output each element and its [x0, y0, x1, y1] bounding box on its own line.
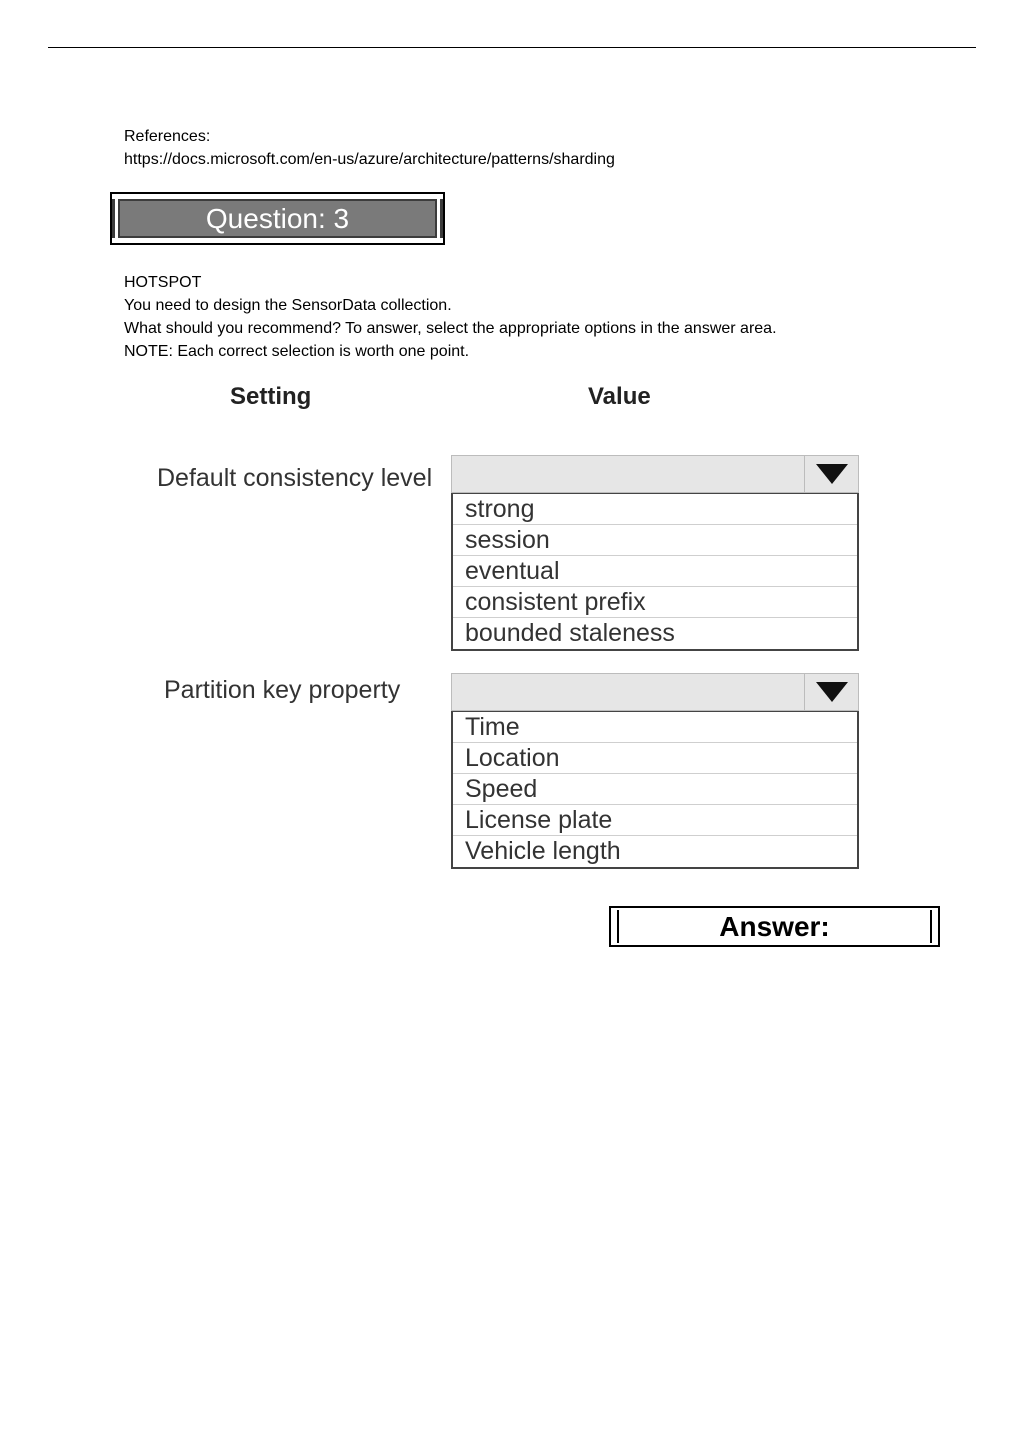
answer-label-box — [609, 906, 940, 947]
prompt-line-1: You need to design the SensorData collection. — [124, 297, 452, 314]
option-time[interactable]: Time — [453, 712, 857, 743]
question-type: HOTSPOT — [124, 274, 202, 291]
setting-label-partition-key: Partition key property — [164, 676, 401, 704]
hotspot-answer-area — [150, 375, 870, 885]
setting-label-consistency: Default consistency level — [157, 464, 433, 492]
header-rule — [48, 47, 976, 48]
option-location[interactable]: Location — [453, 743, 857, 774]
references-link[interactable]: https://docs.microsoft.com/en-us/azure/architecture/patterns/sharding — [124, 151, 615, 168]
dropdown-selected-value[interactable] — [451, 673, 859, 711]
value-column-header: Value — [588, 383, 651, 410]
consistency-level-dropdown[interactable] — [451, 455, 859, 651]
option-eventual[interactable]: eventual — [453, 556, 857, 587]
option-vehicle-length[interactable]: Vehicle length — [465, 837, 621, 865]
triangle-down-icon[interactable] — [804, 674, 858, 710]
dropdown-selected-value[interactable] — [451, 455, 859, 493]
setting-column-header: Setting — [230, 383, 312, 410]
option-strong[interactable]: strong — [453, 494, 857, 525]
references-label: References: — [124, 128, 211, 145]
option-session[interactable]: session — [453, 525, 857, 556]
triangle-down-icon[interactable] — [804, 456, 858, 492]
option-license-plate[interactable]: License plate — [453, 805, 857, 836]
question-banner — [110, 192, 445, 245]
answer-label: Answer: — [719, 910, 830, 942]
references-block — [124, 125, 615, 171]
question-prompt — [124, 271, 777, 363]
prompt-line-2: What should you recommend? To answer, select the appropriate options in the answer area. — [124, 320, 777, 337]
option-bounded-staleness[interactable]: bounded staleness — [465, 619, 675, 647]
option-speed[interactable]: Speed — [453, 774, 857, 805]
question-title: Question: 3 — [118, 199, 437, 238]
dropdown-options — [451, 711, 859, 869]
option-consistent-prefix[interactable]: consistent prefix — [453, 587, 857, 618]
prompt-note: NOTE: Each correct selection is worth one point. — [124, 343, 470, 360]
partition-key-dropdown[interactable] — [451, 673, 859, 869]
dropdown-options — [451, 493, 859, 651]
